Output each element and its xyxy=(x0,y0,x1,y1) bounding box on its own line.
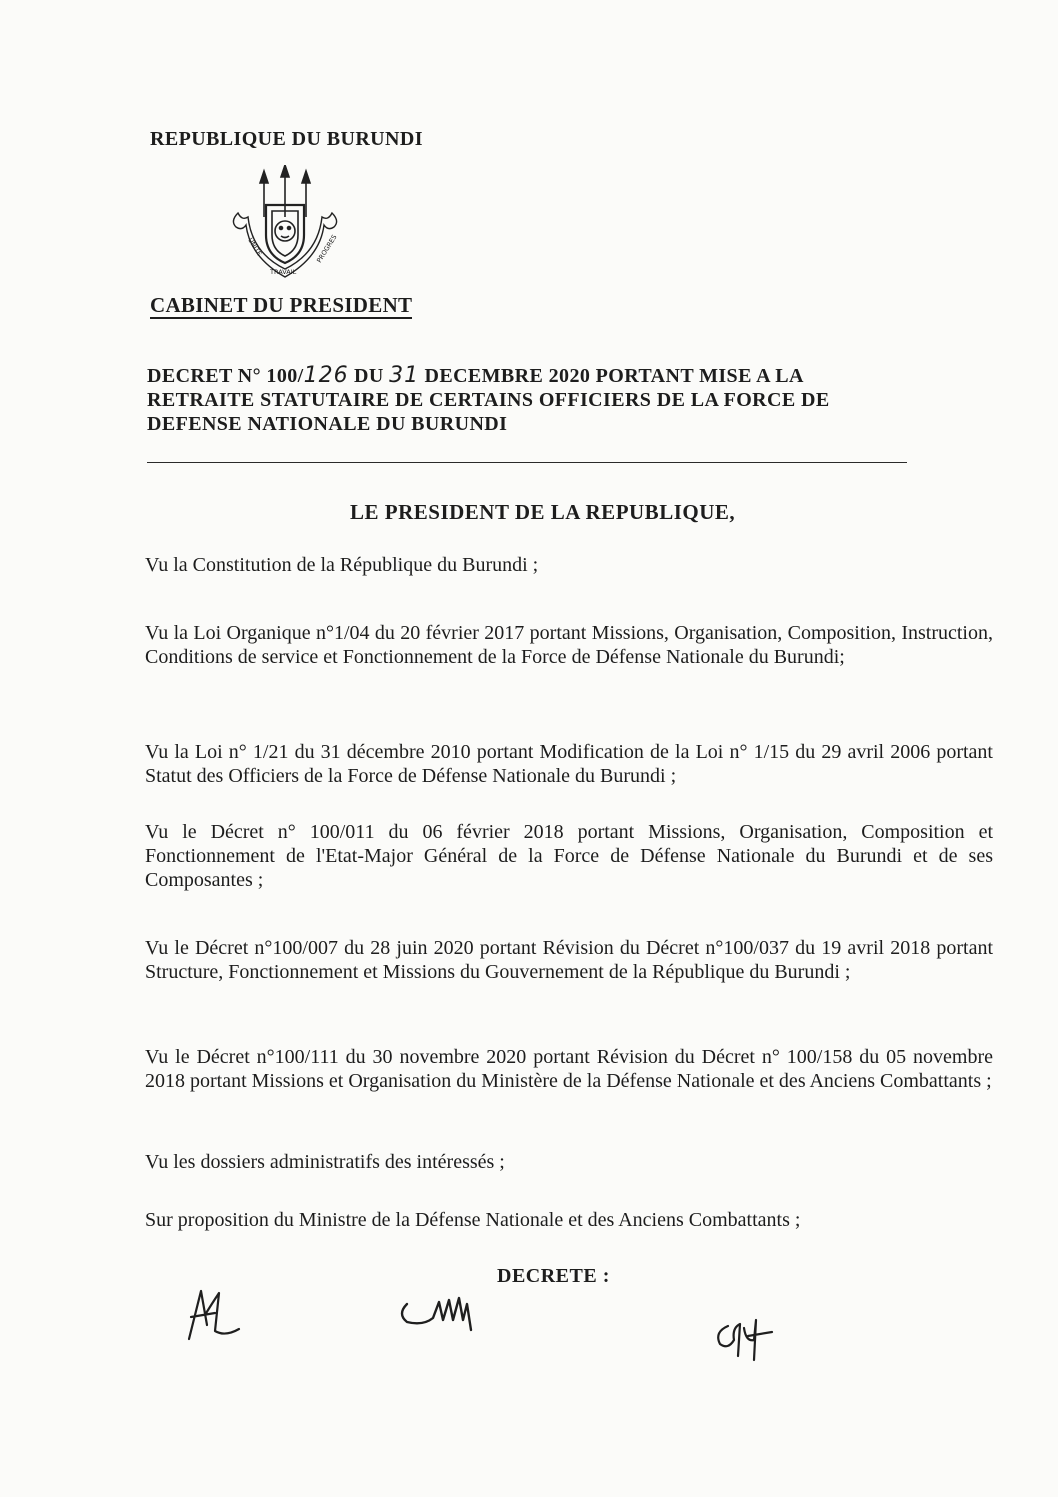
consideration-decret-ministere: Vu le Décret n°100/111 du 30 novembre 2020 portant Révision du Décret n° 100/158 du 05 novembre 2018 portant Missions et Organisation du Ministère de la Défense Nationale et des Anciens Combattants ; xyxy=(145,1046,993,1092)
republic-heading: REPUBLIQUE DU BURUNDI xyxy=(150,128,423,150)
consideration-loi-organique: Vu la Loi Organique n°1/04 du 20 février 2017 portant Missions, Organisation, Composition, Instruction, Conditions de service et Fonctionnement de la Force de Défense Nationale du Burundi; xyxy=(145,622,993,668)
motto-unite: UNITE xyxy=(246,236,264,258)
decree-number-handwritten: 126 xyxy=(303,363,349,388)
decree-prefix: DECRET N° 100/ xyxy=(147,365,304,387)
cabinet-heading: CABINET DU PRESIDENT xyxy=(150,294,412,319)
decree-title xyxy=(147,364,907,436)
decree-du: DU xyxy=(348,365,390,387)
president-heading: LE PRESIDENT DE LA REPUBLIQUE, xyxy=(350,500,736,524)
divider-line xyxy=(147,462,907,463)
initials-signature-2 xyxy=(393,1290,483,1340)
initials-signature-3 xyxy=(708,1310,778,1370)
consideration-loi-statut: Vu la Loi n° 1/21 du 31 décembre 2010 portant Modification de la Loi n° 1/15 du 29 avril 2006 portant Statut des Officiers de la Force de Défense Nationale du Burundi ; xyxy=(145,741,993,787)
consideration-dossiers: Vu les dossiers administratifs des intéressés ; xyxy=(145,1151,505,1173)
motto-travail: TRAVAIL xyxy=(270,268,297,276)
decrete-heading: DECRETE : xyxy=(497,1265,610,1287)
consideration-decret-gouvernement: Vu le Décret n°100/007 du 28 juin 2020 portant Révision du Décret n°100/037 du 19 avril 2018 portant Structure, Fonctionnement et Missions du Gouvernement de la République du Burundi ; xyxy=(145,937,993,983)
motto-progres: PROGRES xyxy=(315,233,339,265)
consideration-proposition: Sur proposition du Ministre de la Défense Nationale et des Anciens Combattants ; xyxy=(145,1209,801,1231)
initials-signature-1 xyxy=(175,1285,245,1345)
consideration-decret-etat-major: Vu le Décret n° 100/011 du 06 février 2018 portant Missions, Organisation, Composition et Fonctionnement de l'Etat-Major Général de la Force de Défense Nationale du Burundi et de ses Composantes ; xyxy=(145,821,993,891)
consideration-constitution: Vu la Constitution de la République du Burundi ; xyxy=(145,554,539,576)
decree-title-rest: DECEMBRE 2020 PORTANT MISE A LA RETRAITE STATUTAIRE DE CERTAINS OFFICIERS DE LA FORCE DE DEFENSE NATIONALE DU BURUNDI xyxy=(147,365,830,435)
coat-of-arms-emblem xyxy=(220,165,350,285)
decree-day-handwritten: 31 xyxy=(389,363,420,388)
